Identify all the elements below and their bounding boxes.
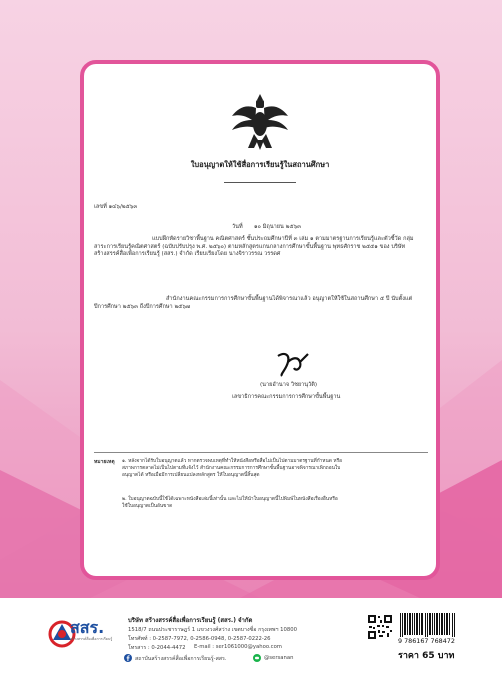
certificate-title: ใบอนุญาตให้ใช้สื่อการเรียนรู้ในสถานศึกษา xyxy=(190,160,330,169)
note-item: ๑. หลังจากได้รับใบอนุญาตแล้ว หากตรวจพบเหตุที่ทำให้หนังสือหรือสื่อไม่เป็นไปตามมาตรฐานที่กำหนด หรือสภาพการตลาดไม่เป็นไปตามที่แจ้งไว้ สำนักงานคณะกรรมการการศึกษาขั้นพื้นฐานอาจพิจารณาเพิกถอนใบอนุญาตได้ หรือเมื่อมีการเปลี่ยนแปลงหลักสูตร ให้ใบอนุญาตนี้สิ้นสุด xyxy=(122,459,343,478)
notes-label: หมายเหตุ xyxy=(94,459,115,465)
back-cover-footer xyxy=(0,598,502,690)
date-value: ๑๐ มิถุนายน ๒๕๖๓ xyxy=(254,224,301,230)
qr-code-icon xyxy=(367,614,393,640)
company-phone: โทรศัพท์ : 0-2587-7972, 0-2586-0948, 0-2587-0222-26 xyxy=(128,636,271,642)
company-name: บริษัท สร้างสรรค์สื่อเพื่อการเรียนรู้ (สสร.) จำกัด xyxy=(128,617,253,624)
approval-statement: สำนักงานคณะกรรมการการศึกษาขั้นพื้นฐานได้พิจารณาแล้ว อนุญาตให้ใช้ในสถานศึกษา ๕ ปี นับตั้งแต่ปีการศึกษา ๒๕๖๓ ถึงปีการศึกษา ๒๕๖๗ xyxy=(94,296,413,310)
signer-title: เลขาธิการคณะกรรมการการศึกษาขั้นพื้นฐาน xyxy=(232,394,341,400)
isbn-number: 9 786167 768472 xyxy=(398,637,455,645)
date-label: วันที่ xyxy=(232,224,243,230)
price-label: ราคา 65 บาท xyxy=(398,651,455,661)
facebook-icon xyxy=(124,654,132,662)
garuda-emblem-icon xyxy=(230,90,290,160)
company-logo-text: สสร. xyxy=(70,618,105,637)
company-address: 1518/7 ถนนประชาราษฎร์ 1 แขวงวงศ์สว่าง เขตบางซื่อ กรุงเทพฯ 10800 xyxy=(128,627,298,633)
company-fax: โทรสาร : 0-2044-4472 xyxy=(128,645,186,651)
facebook-page: สถาบันสร้างสรรค์สื่อเพื่อการเรียนรู้-สสร. xyxy=(135,656,227,662)
note-item: ๒. ใบอนุญาตฉบับนี้ใช้ได้เฉพาะหนังสือเล่มนี้เท่านั้น และไม่ให้นำใบอนุญาตนี้ไปพิมพ์ในหนังสือเรื่องอื่นหรือใช้ใบอนุญาตเป็นอันขาด xyxy=(122,497,338,509)
signature-icon xyxy=(274,350,314,378)
line-id: @sersanan xyxy=(264,655,294,661)
certificate-body: แบบฝึกหัดรายวิชาพื้นฐาน คณิตศาสตร์ ชั้นประถมศึกษาปีที่ ๓ เล่ม ๑ ตามมาตรฐานการเรียนรู้และตัวชี้วัด กลุ่มสาระการเรียนรู้คณิตศาสตร์ (ฉบับปรับปรุง พ.ศ. ๒๕๖๐) ตามหลักสูตรแกนกลางการศึกษาขั้นพื้นฐาน พุทธศักราช ๒๕๕๑ ของ บริษัท สร้างสรรค์สื่อเพื่อการเรียนรู้ (สสร.) จำกัด เรียบเรียงโดย นางจิราวรรณ วรรดศ xyxy=(94,236,414,258)
signer-name: (นายอำนาจ วิชยานุวัติ) xyxy=(260,382,318,388)
notes-divider xyxy=(94,452,428,453)
title-divider xyxy=(224,182,296,183)
certificate-frame xyxy=(80,60,440,580)
license-number: เลขที่ ๑๔๖/๒๕๖๓ xyxy=(94,204,138,210)
company-email: E-mail : ser1061000@yahoo.com xyxy=(194,644,282,650)
line-icon xyxy=(253,654,261,662)
certificate-document xyxy=(84,64,436,576)
company-logo-subtitle: สร้างสรรค์สื่อเพื่อการเรียนรู้ xyxy=(70,637,113,641)
